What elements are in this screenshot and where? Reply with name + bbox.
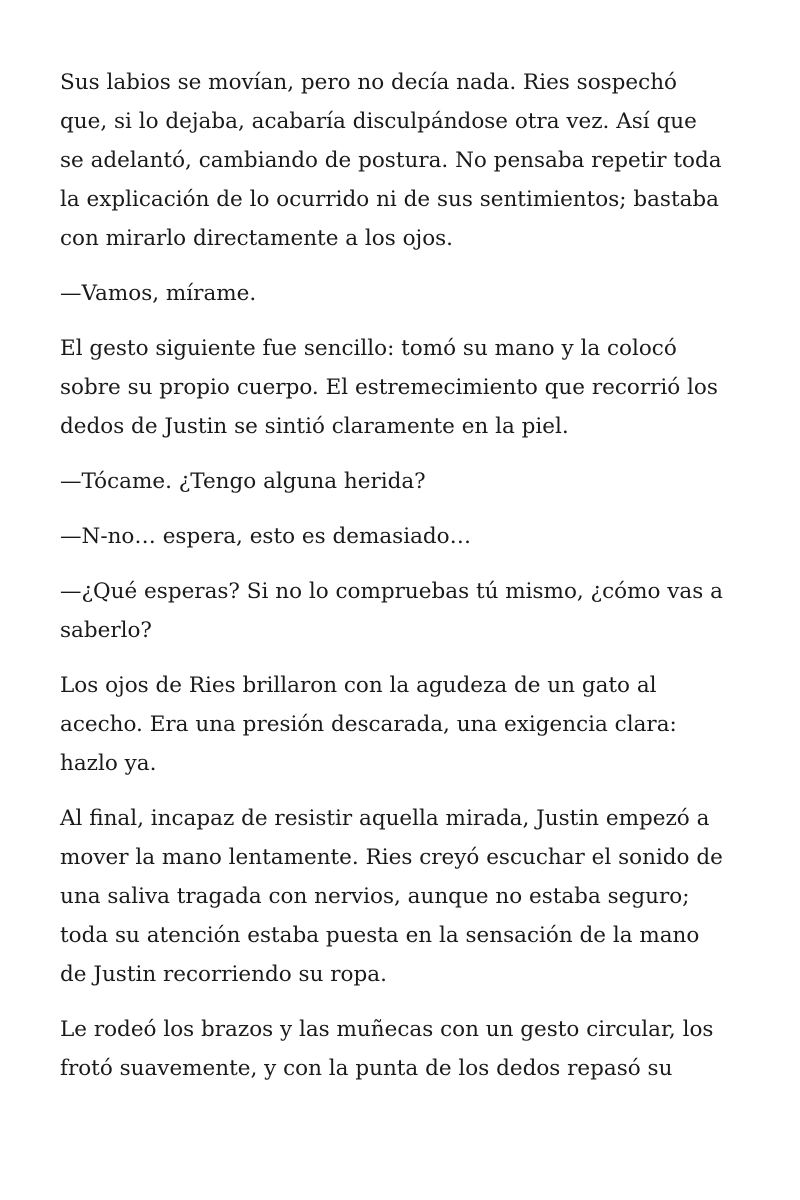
text-line: hazlo ya. [60, 751, 157, 776]
text-line: de Justin recorriendo su ropa. [60, 962, 387, 987]
text-line: una saliva tragada con nervios, aunque no estaba seguro; [60, 884, 690, 909]
paragraph [60, 329, 750, 446]
text-line: mover la mano lentamente. Ries creyó escuchar el sonido de [60, 845, 723, 870]
dialogue-paragraph [60, 572, 750, 650]
text-line: —¿Qué esperas? Si no lo compruebas tú mismo, ¿cómo vas a [60, 579, 723, 604]
dialogue-paragraph [60, 462, 750, 501]
document-body [60, 63, 750, 1104]
text-line: la explicación de lo ocurrido ni de sus sentimientos; bastaba [60, 187, 720, 212]
paragraph [60, 1010, 750, 1088]
text-line: Le rodeó los brazos y las muñecas con un gesto circular, los [60, 1017, 714, 1042]
text-line: toda su atención estaba puesta en la sensación de la mano [60, 923, 700, 948]
text-line: acecho. Era una presión descarada, una exigencia clara: [60, 712, 677, 737]
text-line: Al final, incapaz de resistir aquella mirada, Justin empezó a [60, 806, 710, 831]
text-line: saberlo? [60, 618, 152, 643]
text-line: con mirarlo directamente a los ojos. [60, 226, 454, 251]
dialogue-paragraph [60, 274, 750, 313]
dialogue-paragraph [60, 517, 750, 556]
text-line: sobre su propio cuerpo. El estremecimiento que recorrió los [60, 375, 718, 400]
text-line: —Vamos, mírame. [60, 281, 257, 306]
text-line: que, si lo dejaba, acabaría disculpándose otra vez. Así que [60, 109, 697, 134]
text-line: El gesto siguiente fue sencillo: tomó su mano y la colocó [60, 336, 677, 361]
text-line: Los ojos de Ries brillaron con la agudeza de un gato al [60, 673, 657, 698]
text-line: —Tócame. ¿Tengo alguna herida? [60, 469, 426, 494]
text-line: dedos de Justin se sintió claramente en la piel. [60, 414, 569, 439]
paragraph [60, 666, 750, 783]
text-line: se adelantó, cambiando de postura. No pensaba repetir toda [60, 148, 722, 173]
paragraph [60, 63, 750, 258]
paragraph [60, 799, 750, 994]
text-line: frotó suavemente, y con la punta de los dedos repasó su [60, 1056, 673, 1081]
text-line: Sus labios se movían, pero no decía nada. Ries sospechó [60, 70, 677, 95]
text-line: —N-no… espera, esto es demasiado… [60, 524, 472, 549]
